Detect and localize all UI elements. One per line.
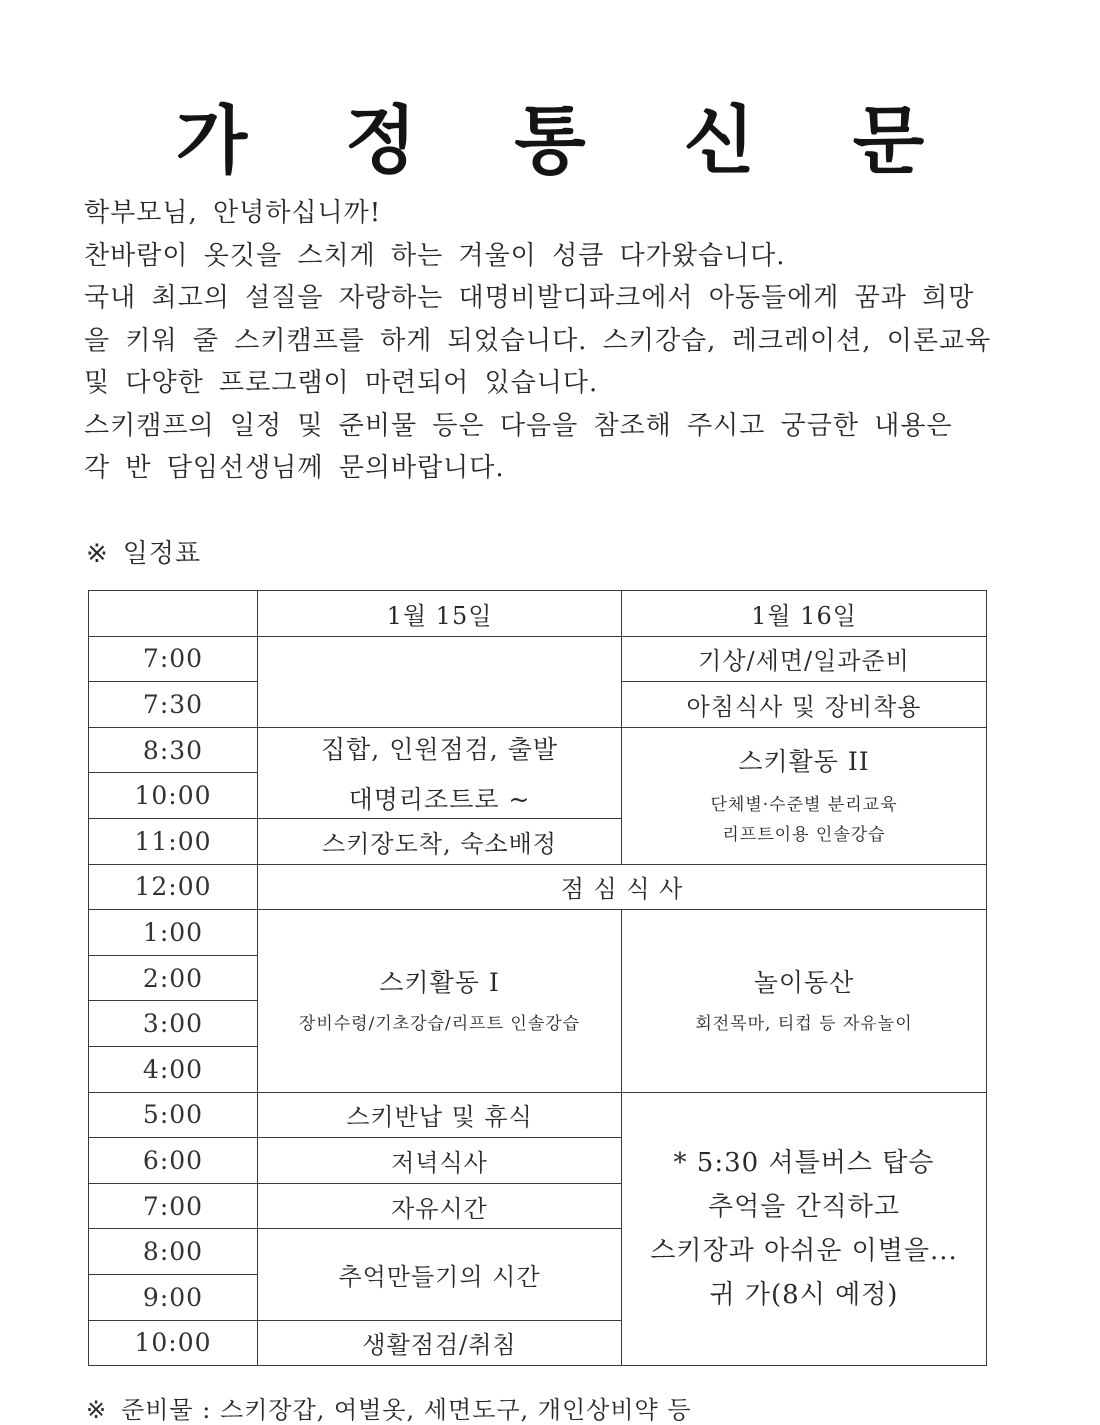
gather-line-2: 대명리조트로 ~ [348, 784, 531, 814]
breakfast-cell: 아침식사 및 장비착용 [622, 682, 987, 728]
time-cell: 10:00 [89, 773, 258, 819]
gather-cell [258, 727, 622, 818]
intro-line: 학부모님, 안녕하십니까! [84, 198, 382, 228]
time-cell: 7:30 [89, 682, 258, 728]
time-cell: 1:00 [89, 910, 258, 956]
return-line-3: 스키장과 아쉬운 이별을... [650, 1235, 958, 1266]
corner-cell [89, 591, 258, 637]
reference-mark: ※ [86, 539, 109, 569]
amusement-park-title: 놀이동산 [753, 967, 855, 997]
time-cell: 11:00 [89, 818, 258, 864]
ski-activity-2-cell [622, 727, 987, 864]
ski-activity-2-detail-2: 리프트이용 인솔강습 [722, 824, 886, 845]
time-cell: 8:00 [89, 1229, 258, 1275]
page-title: 가 정 통 신 문 [175, 98, 961, 184]
time-cell: 5:00 [89, 1092, 258, 1138]
reference-mark: ※ [86, 1396, 108, 1424]
return-line-2: 추억을 간직하고 [707, 1191, 901, 1222]
day2-header: 1월 16일 [622, 591, 987, 637]
intro-line: 각 반 담임선생님께 문의바랍니다. [84, 453, 505, 483]
gather-line-1: 집합, 인원점검, 출발 [321, 734, 558, 764]
lunch-cell: 점 심 식 사 [258, 864, 987, 910]
table-row [89, 864, 987, 910]
return-line-4: 귀 가(8시 예정) [709, 1279, 899, 1310]
intro-letter [84, 192, 1004, 490]
time-cell: 6:00 [89, 1138, 258, 1184]
return-line-1: * 5:30 셔틀버스 탑승 [673, 1147, 935, 1178]
time-cell: 10:00 [89, 1320, 258, 1366]
schedule-table [88, 590, 987, 1366]
table-row [89, 727, 987, 773]
time-cell: 12:00 [89, 864, 258, 910]
table-row [89, 910, 987, 956]
preparation-text: 준비물 : 스키장갑, 여벌옷, 세면도구, 개인상비약 등 [121, 1396, 692, 1424]
bedtime-cell: 생활점검/취침 [258, 1320, 622, 1366]
return-rest-cell: 스키반납 및 휴식 [258, 1092, 622, 1138]
day1-header: 1월 15일 [258, 591, 622, 637]
time-cell: 7:00 [89, 636, 258, 682]
dinner-cell: 저녁식사 [258, 1138, 622, 1184]
arrive-cell: 스키장도착, 숙소배정 [258, 818, 622, 864]
time-cell: 4:00 [89, 1046, 258, 1092]
wake-cell: 기상/세면/일과준비 [622, 636, 987, 682]
time-cell: 8:30 [89, 727, 258, 773]
time-cell: 2:00 [89, 955, 258, 1001]
intro-line: 스키캠프의 일정 및 준비물 등은 다음을 참조해 주시고 궁금한 내용은 [84, 410, 953, 441]
intro-line: 을 키워 줄 스키캠프를 하게 되었습니다. 스키강습, 레크레이션, 이론교육 [84, 325, 992, 356]
intro-line: 찬바람이 옷깃을 스치게 하는 겨울이 성큼 다가왔습니다. [84, 240, 786, 271]
ski-activity-1-detail: 장비수령/기초강습/리프트 인솔강습 [298, 1013, 581, 1034]
intro-line: 및 다양한 프로그램이 마련되어 있습니다. [84, 368, 599, 398]
ski-activity-1-title: 스키활동 I [379, 967, 500, 997]
amusement-park-detail: 회전목마, 티컵 등 자유놀이 [695, 1013, 913, 1034]
table-row [89, 1092, 987, 1138]
amusement-park-cell [622, 910, 987, 1092]
empty-cell [258, 636, 622, 727]
ski-activity-2-title: 스키활동 II [738, 746, 870, 776]
memories-cell: 추억만들기의 시간 [258, 1229, 622, 1320]
intro-line: 국내 최고의 설질을 자랑하는 대명비발디파크에서 아동들에게 꿈과 희망 [84, 283, 975, 313]
table-row [89, 636, 987, 682]
schedule-heading-text: 일정표 [122, 539, 202, 569]
free-time-cell: 자유시간 [258, 1183, 622, 1229]
time-cell: 3:00 [89, 1001, 258, 1047]
ski-activity-2-detail-1: 단체별·수준별 분리교육 [710, 794, 898, 815]
schedule-heading [86, 533, 201, 570]
time-cell: 9:00 [89, 1274, 258, 1320]
preparation-note [86, 1390, 692, 1425]
ski-activity-1-cell [258, 910, 622, 1092]
time-cell: 7:00 [89, 1183, 258, 1229]
return-home-cell [622, 1092, 987, 1366]
table-header-row [89, 591, 987, 637]
